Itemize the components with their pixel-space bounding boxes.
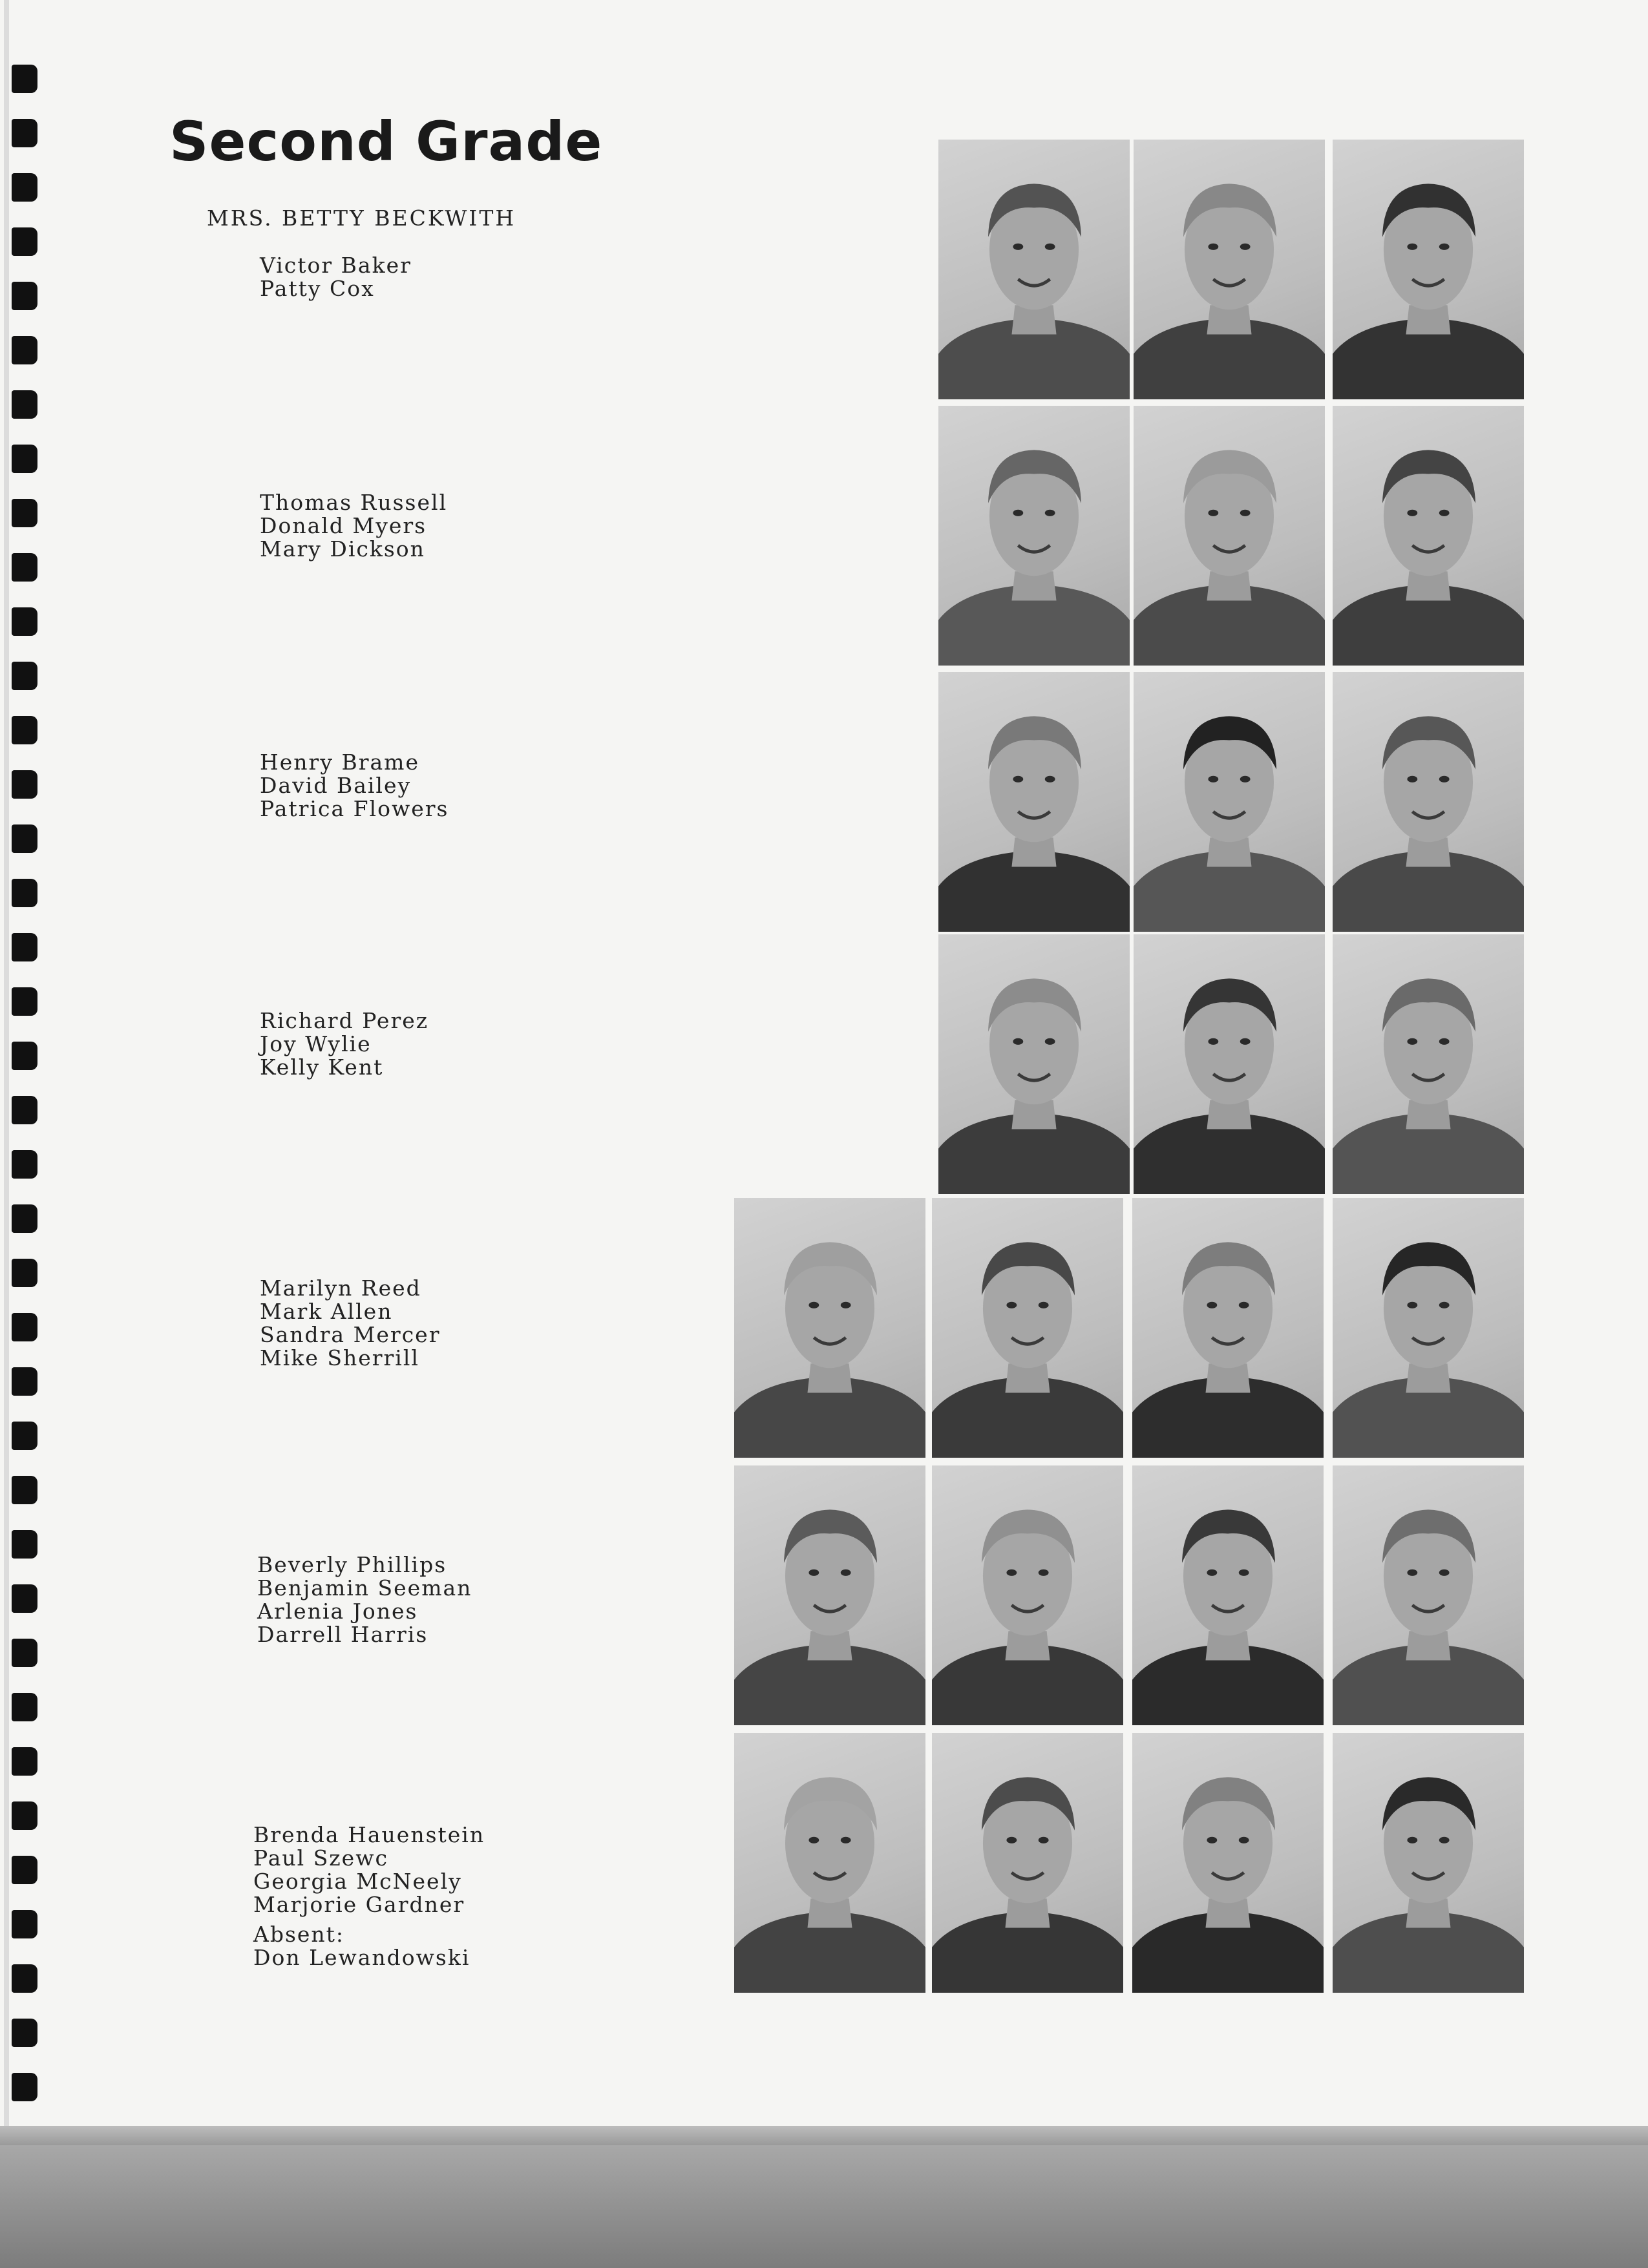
binding-ring [12,1639,37,1667]
page-title: Second Grade [169,110,603,173]
student-portrait [1333,934,1524,1194]
student-portrait [932,1198,1123,1458]
student-portrait [1333,140,1524,399]
binding-ring [12,1693,37,1721]
student-name: Beverly Phillips [257,1552,447,1577]
binding-ring [12,2019,37,2047]
student-portrait [932,1465,1123,1725]
student-portrait [734,1198,925,1458]
student-portrait [1134,140,1325,399]
binding-ring [12,173,37,202]
binding-ring [12,119,37,147]
binding-ring [12,1801,37,1830]
background-surface [0,2145,1648,2268]
binding-ring [12,499,37,527]
binding-ring [12,770,37,799]
student-portrait [938,672,1130,932]
student-portrait [1134,934,1325,1194]
binding-ring [12,716,37,744]
binding-ring [12,987,37,1016]
student-portrait [938,934,1130,1194]
binding-ring [12,2073,37,2101]
student-name: Donald Myers [260,513,427,538]
binding-ring [12,1259,37,1287]
student-portrait [1132,1198,1324,1458]
student-name: Marjorie Gardner [253,1892,465,1917]
absent-student-name: Don Lewandowski [253,1945,470,1970]
name-group-row-3 [260,751,449,821]
student-name: Mark Allen [260,1299,393,1324]
name-group-row-2 [260,491,447,561]
binding-ring [12,336,37,364]
student-name: Joy Wylie [260,1031,372,1056]
binding-ring [12,1910,37,1938]
name-group-row-7 [253,1823,485,1969]
student-name: Victor Baker [260,253,412,278]
binding-ring [12,282,37,310]
student-name: Richard Perez [260,1008,429,1033]
binding-ring [12,1584,37,1613]
student-portrait [1134,672,1325,932]
binding-ring [12,1856,37,1884]
student-name: David Bailey [260,773,412,798]
student-portrait [1333,672,1524,932]
student-portrait [734,1465,925,1725]
name-group-row-5 [260,1277,440,1370]
student-portrait [734,1733,925,1993]
binding-ring [12,1964,37,1993]
student-name: Arlenia Jones [257,1599,418,1624]
binding-edge [4,0,9,2126]
name-group-row-1 [260,254,412,300]
teacher-name: MRS. BETTY BECKWITH [207,205,516,231]
student-portrait [1134,406,1325,666]
binding-ring [12,1042,37,1070]
name-group-row-6 [257,1553,472,1646]
student-name: Sandra Mercer [260,1322,441,1347]
student-portrait [932,1733,1123,1993]
student-name: Henry Brame [260,750,419,775]
binding-ring [12,1150,37,1179]
student-name: Paul Szewc [253,1845,388,1871]
absent-label: Absent: [253,1922,345,1947]
binding-ring [12,933,37,961]
page-edge-shadow [0,2126,1648,2145]
binding-ring [12,1747,37,1776]
student-portrait [1333,1198,1524,1458]
student-name: Patrica Flowers [260,796,449,821]
student-portrait [1132,1733,1324,1993]
student-portrait [1333,406,1524,666]
student-name: Brenda Hauenstein [253,1822,485,1847]
binding-ring [12,1476,37,1504]
student-name: Mary Dickson [260,536,425,562]
student-portrait [1333,1465,1524,1725]
binding-ring [12,662,37,690]
student-name: Marilyn Reed [260,1276,421,1301]
binding-ring [12,879,37,907]
binding-ring [12,824,37,853]
spiral-binding [0,0,45,2126]
student-name: Thomas Russell [260,490,448,515]
student-name: Kelly Kent [260,1055,384,1080]
binding-ring [12,227,37,256]
student-name: Patty Cox [260,276,375,301]
binding-ring [12,1530,37,1559]
name-group-row-4 [260,1009,428,1079]
student-portrait [938,406,1130,666]
binding-ring [12,390,37,419]
binding-ring [12,65,37,93]
student-name: Benjamin Seeman [257,1575,472,1601]
binding-ring [12,607,37,636]
student-name: Mike Sherrill [260,1345,419,1370]
binding-ring [12,1204,37,1233]
binding-ring [12,1367,37,1396]
student-portrait [938,140,1130,399]
student-portrait [1333,1733,1524,1993]
student-name: Georgia McNeely [253,1869,462,1894]
binding-ring [12,553,37,582]
binding-ring [12,1096,37,1124]
student-name: Darrell Harris [257,1622,428,1647]
binding-ring [12,1313,37,1341]
binding-ring [12,1422,37,1450]
student-portrait [1132,1465,1324,1725]
binding-ring [12,445,37,473]
